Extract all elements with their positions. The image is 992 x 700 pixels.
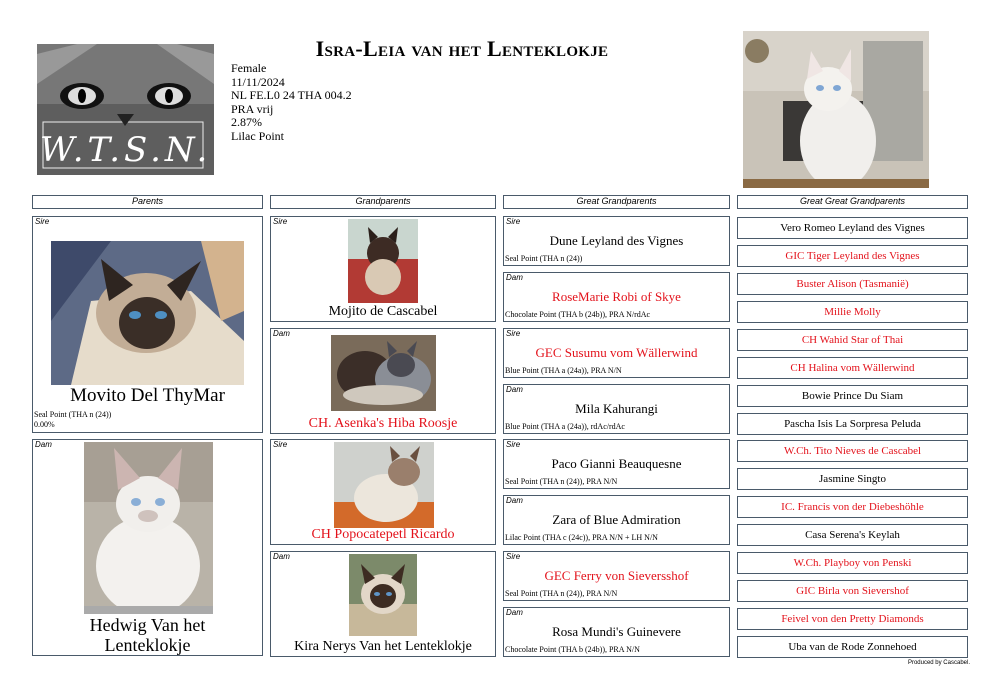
role-label: Dam (273, 329, 290, 338)
great-grandparent-detail: Seal Point (THA n (24)), PRA N/N (505, 589, 618, 598)
role-label: Sire (35, 217, 50, 226)
cat-dob: 11/11/2024 (231, 74, 285, 89)
cat-coi: 2.87% (231, 115, 262, 129)
parent-sire-card[interactable] (32, 216, 263, 433)
great-grandparent-card[interactable] (503, 272, 730, 322)
role-label: Dam (506, 608, 523, 617)
role-label: Sire (273, 440, 288, 449)
great-grandparent-name: Mila Kahurangi (575, 401, 658, 416)
great-great-grandparent-card[interactable]: CH Halina vom Wällerwind (737, 357, 968, 379)
great-grandparent-card[interactable] (503, 495, 730, 545)
great-grandparent-name: Paco Gianni Beauquesne (551, 456, 682, 471)
logo (37, 44, 214, 175)
role-label: Dam (273, 552, 290, 561)
sire-photo (51, 241, 244, 385)
header-parents: Parents (32, 195, 263, 209)
great-grandparent-detail: Lilac Point (THA c (24c)), PRA N/N + LH N/N (505, 533, 658, 542)
role-label: Sire (506, 440, 521, 449)
role-label: Dam (35, 440, 52, 449)
great-great-grandparent-card[interactable]: Bowie Prince Du Siam (737, 385, 968, 407)
sire-name: Movito Del ThyMar (70, 385, 225, 406)
grandparent-card[interactable] (270, 551, 496, 657)
great-grandparent-name: Rosa Mundi's Guinevere (552, 624, 681, 639)
main-cat-photo (743, 31, 929, 188)
grandparent-name: CH Popocatepetl Ricardo (311, 527, 455, 542)
great-grandparent-detail: Blue Point (THA a (24a)), PRA N/N (505, 366, 622, 375)
great-great-grandparent-card[interactable]: GIC Tiger Leyland des Vignes (737, 245, 968, 267)
great-great-grandparent-card[interactable]: CH Wahid Star of Thai (737, 329, 968, 351)
role-label: Dam (506, 496, 523, 505)
great-grandparent-card[interactable] (503, 607, 730, 657)
role-label: Sire (506, 552, 521, 561)
great-great-grandparent-card[interactable]: GIC Birla von Sievershof (737, 580, 968, 602)
dam-name-line-2: Lenteklokje (104, 635, 191, 655)
grandparent-photo (334, 442, 434, 528)
grandparent-photo (349, 554, 417, 636)
role-label: Dam (506, 273, 523, 282)
great-great-grandparent-card[interactable]: Uba van de Rode Zonnehoed (737, 636, 968, 658)
header-grandparents: Grandparents (270, 195, 496, 209)
great-grandparent-card[interactable] (503, 384, 730, 434)
grandparent-card[interactable] (270, 439, 496, 545)
great-grandparent-name: GEC Susumu vom Wällerwind (535, 345, 698, 360)
cat-color: Lilac Point (231, 128, 284, 143)
grandparent-name: CH. Asenka's Hiba Roosje (308, 416, 458, 431)
great-grandparent-card[interactable] (503, 439, 730, 489)
great-grandparent-card[interactable] (503, 551, 730, 601)
cat-pra: PRA vrij (231, 101, 274, 116)
great-grandparent-detail: Seal Point (THA n (24)) (505, 254, 583, 263)
great-grandparent-detail: Chocolate Point (THA b (24b)), PRA N/N (505, 645, 640, 654)
great-great-grandparent-card[interactable]: W.Ch. Playboy von Penski (737, 552, 968, 574)
great-grandparent-detail: Blue Point (THA a (24a)), rdAc/rdAc (505, 422, 625, 431)
great-great-grandparent-card[interactable]: Jasmine Singto (737, 468, 968, 490)
great-grandparent-card[interactable] (503, 216, 730, 266)
great-grandparent-name: Zara of Blue Admiration (552, 512, 681, 527)
role-label: Sire (506, 329, 521, 338)
grandparent-photo (348, 219, 418, 303)
great-grandparent-name: RoseMarie Robi of Skye (552, 289, 681, 304)
grandparent-card[interactable] (270, 216, 496, 322)
dam-photo (84, 442, 213, 614)
great-grandparent-detail: Seal Point (THA n (24)), PRA N/N (505, 477, 618, 486)
great-great-grandparent-card[interactable]: Pascha Isis La Sorpresa Peluda (737, 413, 968, 435)
great-grandparent-card[interactable] (503, 328, 730, 378)
header-great-grandparents: Great Grandparents (503, 195, 730, 209)
great-grandparent-name: GEC Ferry von Sieversshof (544, 568, 689, 583)
logo-text: W.T.S.N. (39, 130, 212, 170)
cat-name-title: Isra-Leia van het Lenteklokje (315, 36, 609, 61)
grandparent-name: Kira Nerys Van het Lenteklokje (294, 639, 472, 654)
footer-credit: Produced by Cascabel. (907, 660, 970, 666)
role-label: Sire (273, 217, 288, 226)
great-great-grandparent-card[interactable]: W.Ch. Tito Nieves de Cascabel (737, 440, 968, 462)
great-great-grandparent-card[interactable]: Buster Alison (Tasmanië) (737, 273, 968, 295)
cat-registration: NL FE.L0 24 THA 004.2 (231, 88, 352, 102)
grandparent-card[interactable] (270, 328, 496, 434)
great-great-grandparent-card[interactable]: Vero Romeo Leyland des Vignes (737, 217, 968, 239)
role-label: Dam (506, 385, 523, 394)
grandparent-name: Mojito de Cascabel (328, 304, 438, 319)
grandparent-photo (331, 335, 436, 411)
great-great-grandparent-card[interactable]: Casa Serena's Keylah (737, 524, 968, 546)
great-grandparent-detail: Chocolate Point (THA b (24b)), PRA N/rdAc (505, 310, 651, 319)
sire-coi: 0.00% (34, 420, 55, 429)
dam-name-line-1: Hedwig Van het (89, 615, 206, 635)
cat-sex: Female (231, 61, 267, 75)
parent-dam-card[interactable] (32, 439, 263, 656)
sire-detail: Seal Point (THA n (24)) (34, 410, 112, 419)
great-grandparent-name: Dune Leyland des Vignes (549, 233, 684, 248)
role-label: Sire (506, 217, 521, 226)
great-great-grandparent-card[interactable]: Feivel von den Pretty Diamonds (737, 608, 968, 630)
great-great-grandparent-card[interactable]: Millie Molly (737, 301, 968, 323)
header-great-great-grandparents: Great Great Grandparents (737, 195, 968, 209)
great-great-grandparent-card[interactable]: IC. Francis von der Diebeshöhle (737, 496, 968, 518)
cat-info (231, 62, 531, 143)
